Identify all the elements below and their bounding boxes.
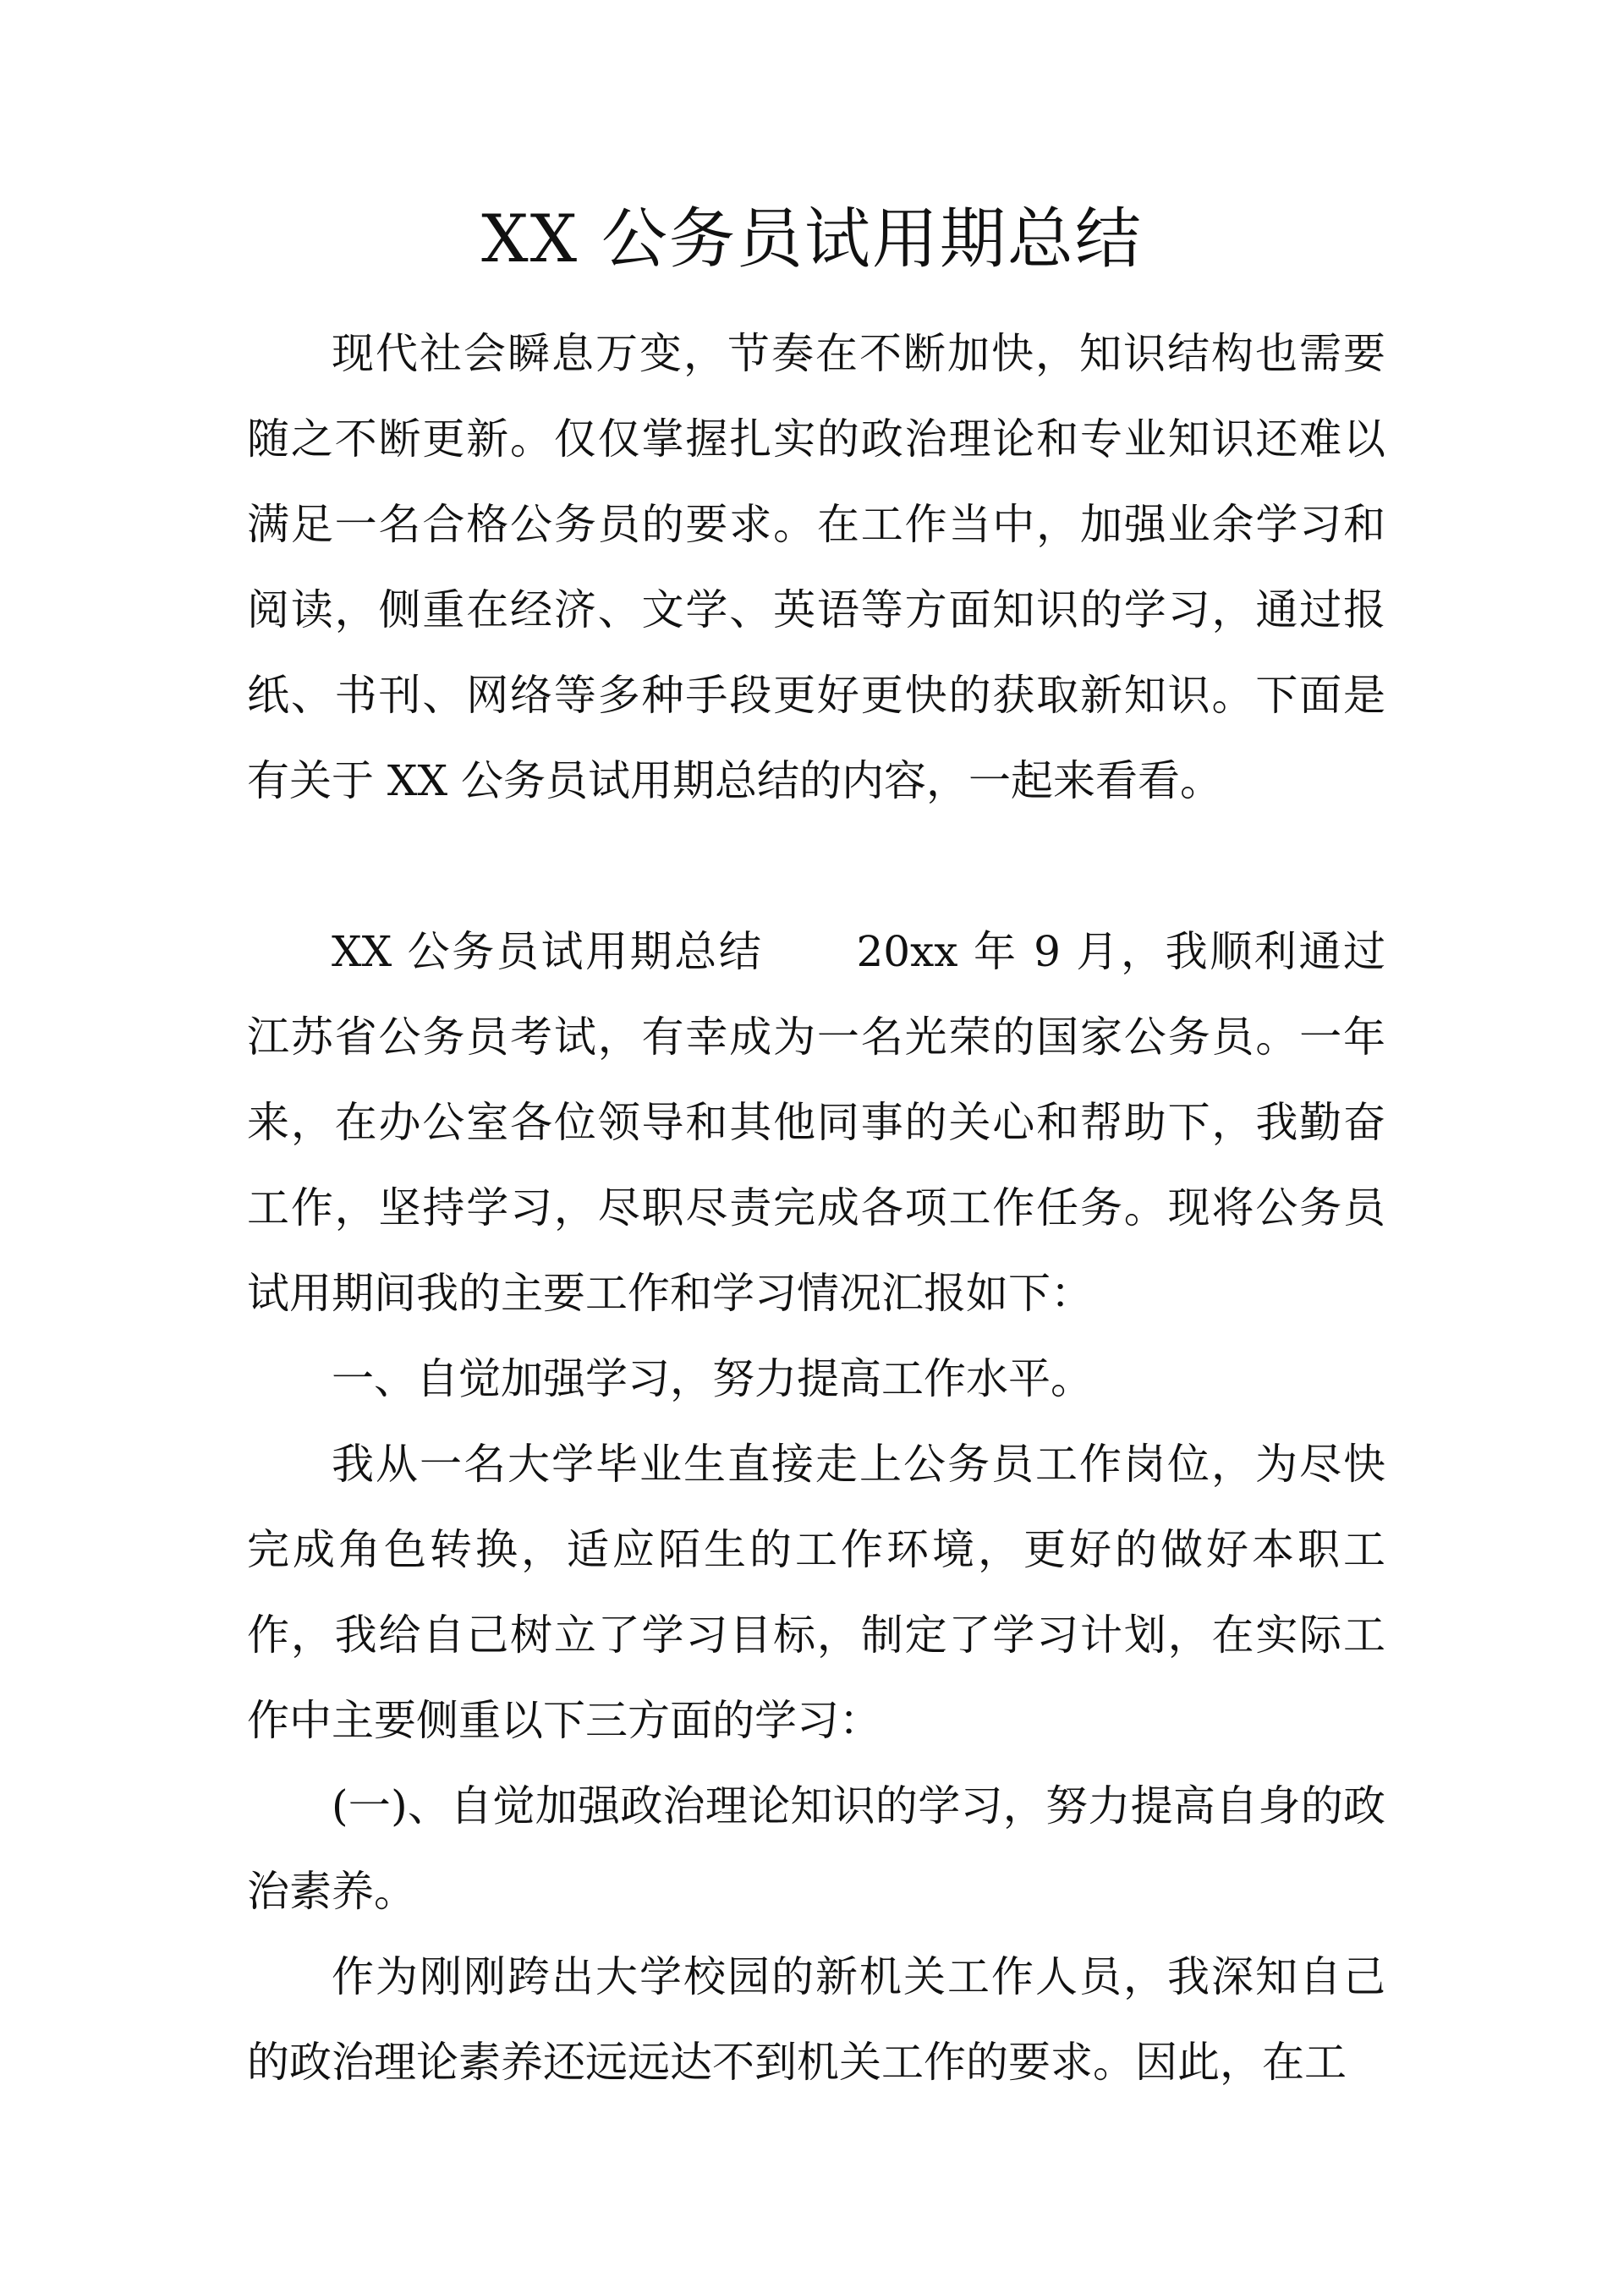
- summary-heading-inline: XX 公务员试用期总结: [332, 927, 764, 976]
- section-1-paragraph: 我从一名大学毕业生直接走上公务员工作岗位，为尽快完成角色转换，适应陌生的工作环境，更好的做好本职工作，我给自己树立了学习目标，制定了学习计划，在实际工作中主要侧重以下三方面的学习：: [247, 1440, 1385, 1745]
- subsection-1-paragraph: 作为刚刚跨出大学校园的新机关工作人员，我深知自己的政治理论素养还远远达不到机关工作的要求。因此，在工: [247, 1952, 1385, 2087]
- section-heading-1: 一、自觉加强学习，努力提高工作水平。: [332, 1354, 1093, 1403]
- document-body: [247, 311, 1385, 2105]
- summary-opening-paragraph: [247, 909, 1385, 1336]
- subsection-heading-1: (一)、自觉加强政治理论知识的学习，努力提高自身的政治素养。: [247, 1781, 1385, 1916]
- document-title: XX 公务员试用期总结: [481, 201, 1143, 277]
- paragraph-spacer: [247, 824, 1385, 909]
- summary-opening-text: 20xx 年 9 月，我顺利通过江苏省公务员考试，有幸成为一名光荣的国家公务员。一年来，在办公室各位领导和其他同事的关心和帮助下，我勤奋工作，坚持学习，尽职尽责完成各项工作任务。现将公务员试用期间我的主要工作和学习情况汇报如下：: [247, 927, 1385, 1318]
- intro-paragraph: 现代社会瞬息万变，节奏在不断加快，知识结构也需要随之不断更新。仅仅掌握扎实的政治理论和专业知识还难以满足一名合格公务员的要求。在工作当中，加强业余学习和阅读，侧重在经济、文学、英语等方面知识的学习，通过报纸、书刊、网络等多种手段更好更快的获取新知识。下面是有关于 XX 公务员试用期总结的内容，一起来看看。: [247, 329, 1385, 805]
